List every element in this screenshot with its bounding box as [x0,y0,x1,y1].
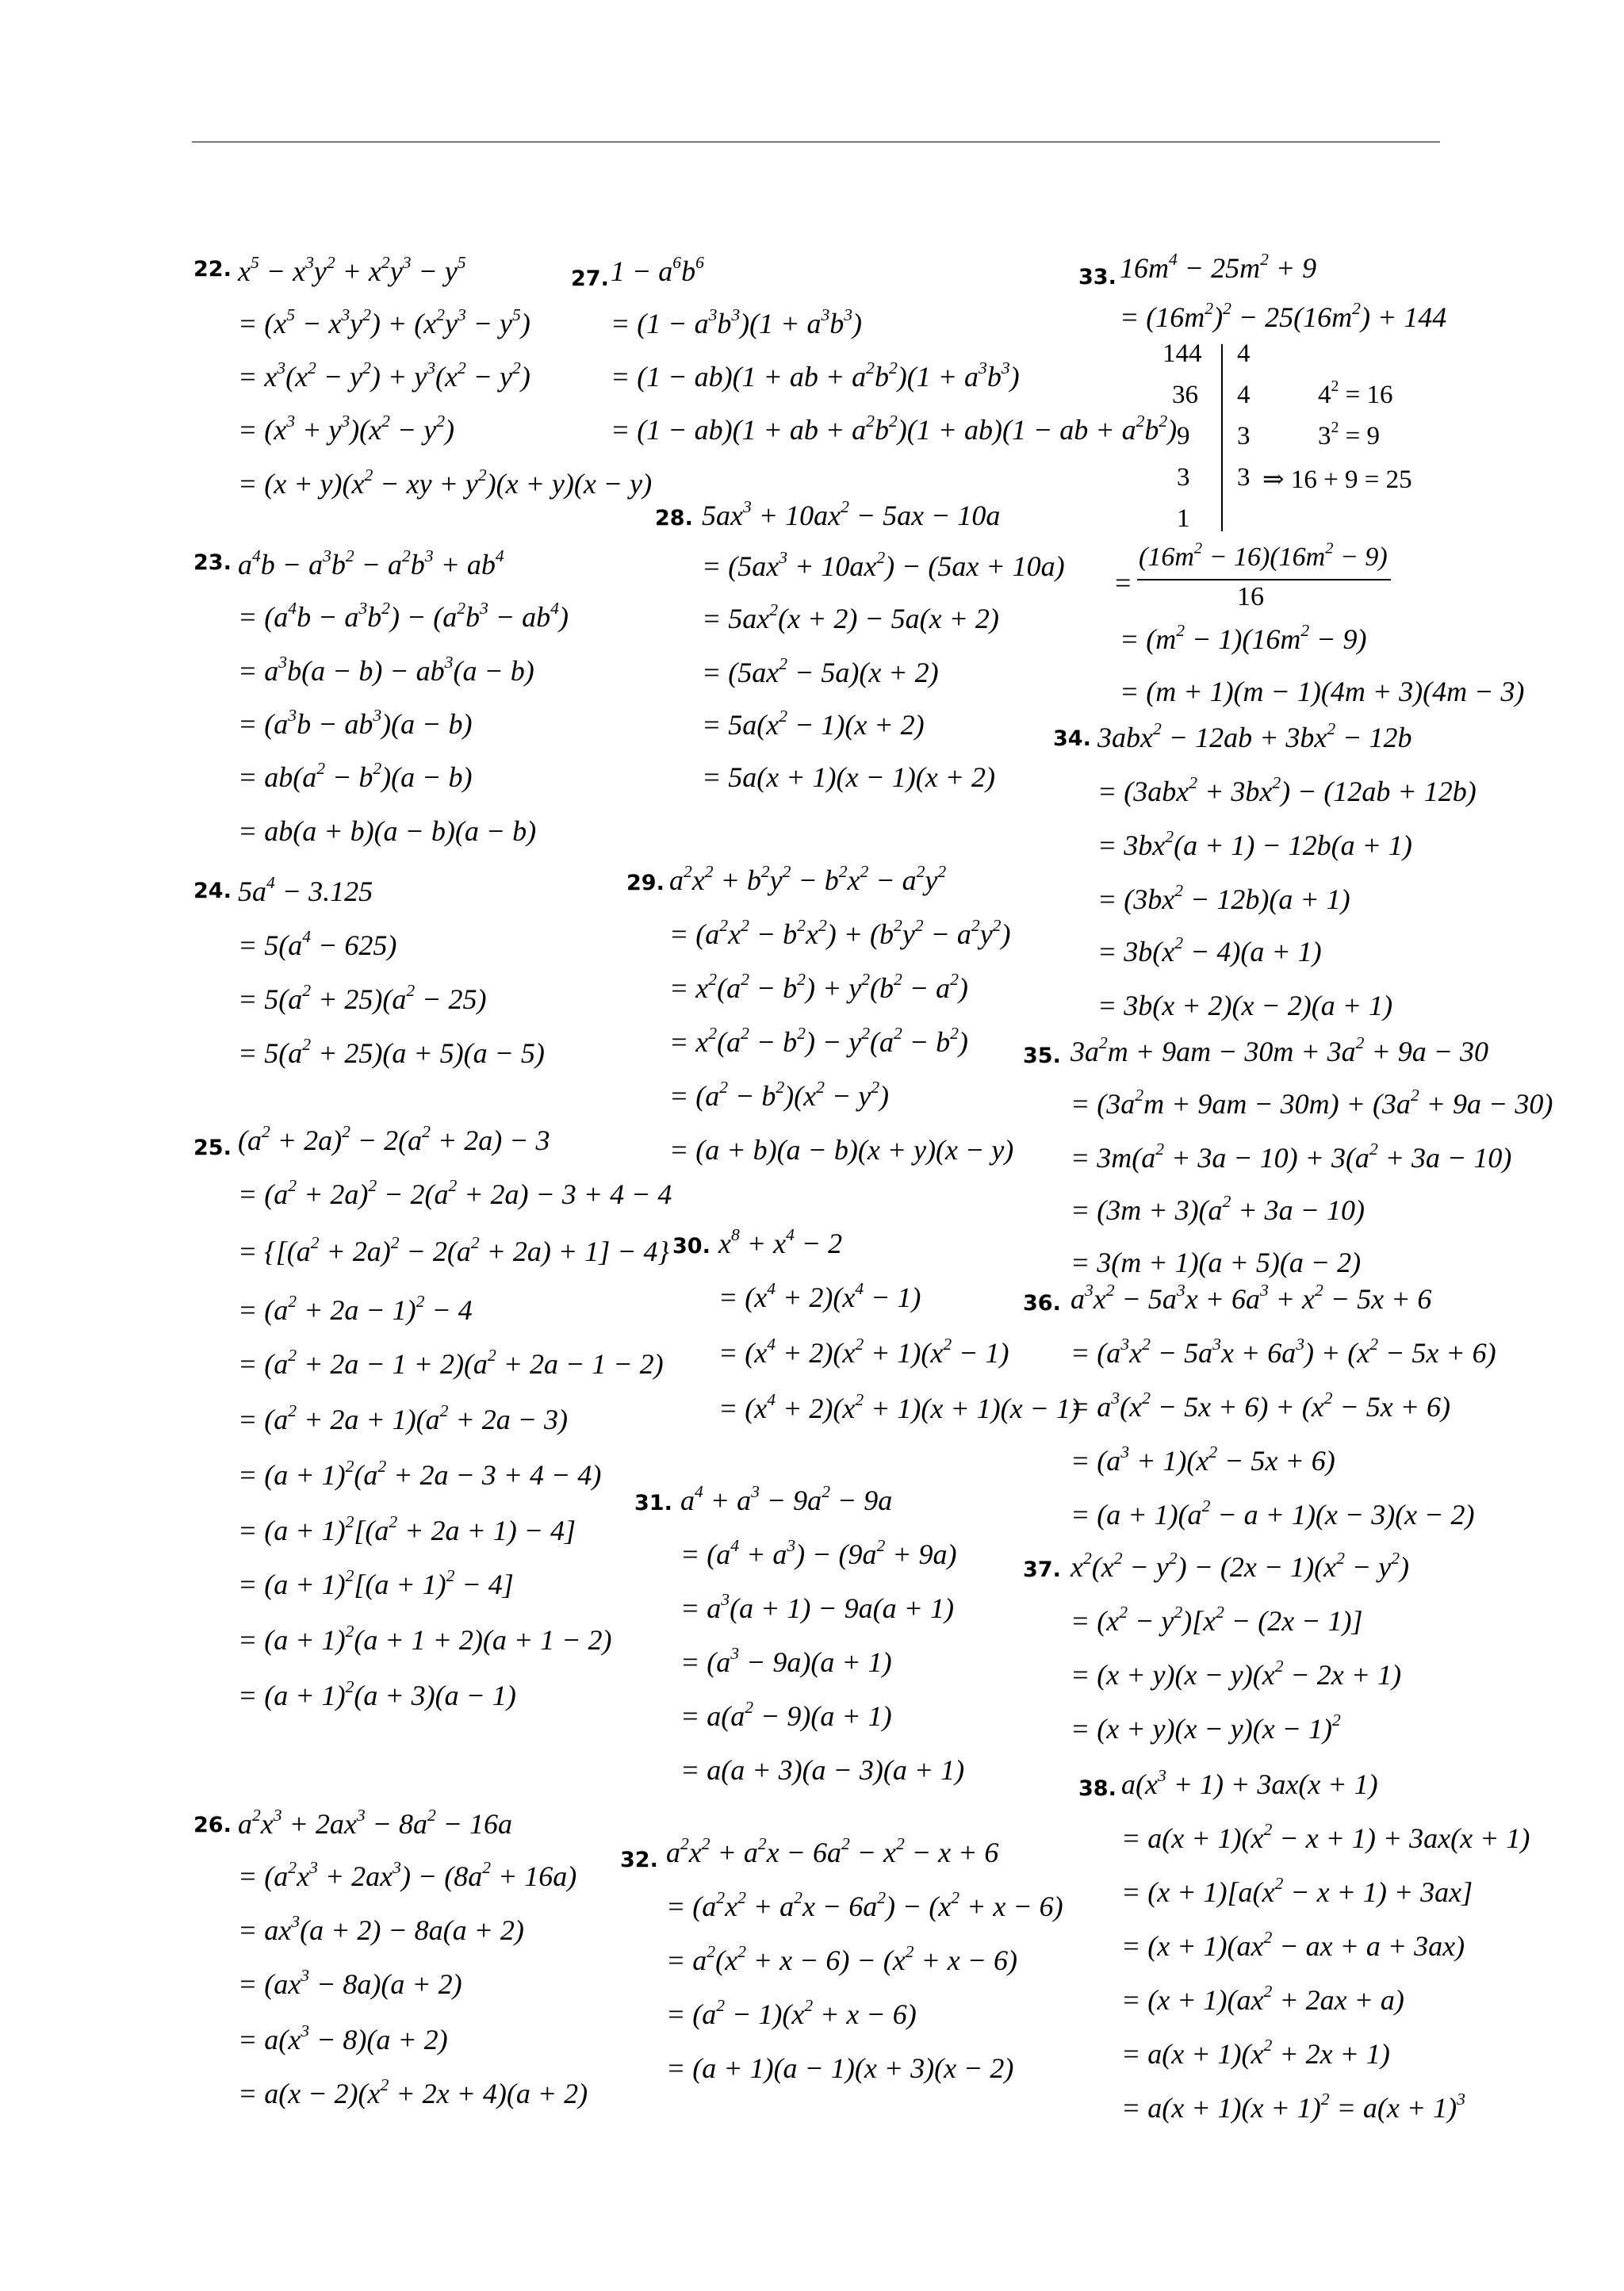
solution-step: = $(5ax^3 + 10ax^2) - (5ax + 10a)$ [702,547,1065,582]
solution-step: = $(a^2 + 2a + 1)(a^2 + 2a - 3)$ [238,1400,569,1435]
solution-step: = $a(x - 2)(x^2 + 2x + 4)(a + 2)$ [238,2075,588,2109]
solution-step: = $5(a^2 + 25)(a^2 - 25)$ [238,980,487,1015]
problem-expression: $a^2x^3 + 2ax^3 - 8a^2 - 16a$ [238,1805,513,1840]
solution-step: = $(a^3 + 1)(x^2 - 5x + 6)$ [1071,1442,1335,1477]
problem-expression: $1 - a^6b^6$ [611,252,704,287]
problem-expression: $a^4b - a^3b^2 - a^2b^3 + ab^4$ [238,546,504,580]
factor-table-divider [1221,344,1223,531]
factor-table-dividend: 3 [1177,463,1190,492]
solution-step: = $a(x^3 - 8)(a + 2)$ [238,2021,448,2055]
solution-step: = 3b(x + 2)(x − 2)(a + 1) [1097,990,1393,1021]
solution-step: = $(x + 1)[a(x^2 - x + 1) + 3ax]$ [1121,1873,1473,1908]
problem-number: 32. [620,1848,658,1872]
problem-number: 33. [1078,265,1116,289]
solution-step: = $(a^4b - a^3b^2) - (a^2b^3 - ab^4)$ [238,598,569,633]
factor-table-dividend: 144 [1162,339,1202,368]
solution-step: = $(a^3b - ab^3)(a - b)$ [238,705,473,740]
solution-step: = $(a + 1)^2[(a^2 + 2a + 1) - 4]$ [238,1511,576,1546]
factor-table-note: $4^2 = 16$ [1318,377,1393,409]
equals-sign: = [1115,567,1132,599]
problem-expression: $5ax^3 + 10ax^2 - 5ax - 10a$ [702,496,1001,531]
solution-step: = $(a + 1)^2[(a + 1)^2 - 4]$ [238,1565,514,1600]
problem-number: 38. [1078,1776,1116,1801]
factor-table-divisor: 3 [1237,463,1251,492]
solution-step: = $5ax^2(x + 2) - 5a(x + 2)$ [702,600,999,634]
problem-number: 34. [1053,726,1091,751]
problem-number: 36. [1023,1291,1061,1316]
solution-step: = $5(a^4 - 625)$ [238,926,397,961]
problem-number: 24. [193,879,232,903]
factor-table [1115,339,1472,533]
solution-step: = $(a + 1)^2(a + 1 + 2)(a + 1 - 2)$ [238,1621,612,1656]
problem-expression: $x^5 - x^3y^2 + x^2y^3 - y^5$ [238,252,466,287]
solution-step: = (m + 1)(m − 1)(4m + 3)(4m − 3) [1120,676,1525,707]
solution-step: = (a + 1)(a − 1)(x + 3)(x − 2) [666,2052,1014,2084]
factor-table-dividend: 36 [1172,381,1198,409]
solution-step: = $(a^2x^2 - b^2x^2) + (b^2y^2 - a^2y^2)$ [669,915,1011,950]
solution-step: = $(a^4 + a^3) - (9a^2 + 9a)$ [680,1535,957,1570]
solution-step: = $(a + 1)^2(a + 3)(a - 1)$ [238,1676,516,1711]
solution-step: = $a^3b(a - b) - ab^3(a - b)$ [238,652,534,687]
solution-step: = (1 − ab)(1 + ab + $a^2b^2)(1 + ab)(1$ − ab + $a^2b^2$) [611,411,1178,446]
problem-number: 28. [655,506,693,531]
solution-step: = $(3a^2m + 9am - 30m) + (3a^2 + 9a - 30)$ [1071,1085,1553,1120]
solution-step: = $5a(x^2 - 1)(x + 2)$ [702,706,925,741]
solution-step: = (a + b)(a − b)(x + y)(x − y) [669,1134,1014,1166]
factor-table-dividend: 1 [1177,504,1190,533]
solution-step: = $x^2(a^2 - b^2) + y^2(b^2 - a^2)$ [669,969,968,1004]
solution-step: = $(a^2 + 2a - 1 + 2)(a^2 + 2a - 1 - 2)$ [238,1345,664,1380]
solution-step: = $(x^4 + 2)(x^2 + 1)(x + 1)(x - 1)$ [718,1389,1080,1424]
problem-expression: $a(x^3 + 1) + 3ax(x + 1)$ [1121,1765,1378,1800]
problem-number: 31. [634,1491,672,1515]
solution-step: = $(3abx^2 + 3bx^2) - (12ab + 12b)$ [1097,772,1477,807]
factor-table-note: $3^2 = 9$ [1318,419,1381,450]
solution-step: = $(1 - a^3b^3)(1 + a^3b^3)$ [611,305,863,339]
solution-step: = $(a^2 + 2a)^2 - 2(a^2 + 2a) - 3 + 4 - 4$ [238,1175,672,1210]
problem-number: 23. [193,550,232,575]
solution-step: = ab(a + b)(a − b)(a − b) [238,815,537,847]
solution-step: = a(a + 3)(a − 3)(a + 1) [680,1754,965,1786]
solution-step: = $(a^2x^2 + a^2x - 6a^2) - (x^2 + x - 6)$ [666,1887,1063,1922]
problem-number: 26. [193,1813,232,1837]
problem-expression: $5a^4 - 3.125$ [238,872,373,907]
header-rule [192,141,1440,143]
problem-expression: $3abx^2 - 12ab + 3bx^2 - 12b$ [1097,718,1412,753]
solution-step: = $\{[(a^2 + 2a)^2 - 2(a^2 + 2a) + 1] - 4\}$ [238,1232,669,1267]
solution-step: = $(x^4 + 2)(x^2 + 1)(x^2 - 1)$ [718,1334,1009,1369]
solution-step: = $(x + 1)(ax^2$ − ax + a + 3ax) [1121,1927,1465,1962]
solution-step: = $(x + y)(x - y)(x^2 - 2x + 1)$ [1071,1656,1402,1691]
solution-step: = $(a^3x^2 - 5a^3x + 6a^3) + (x^2 - 5x + 6)$ [1071,1334,1496,1369]
solution-step: = $3bx^2(a + 1) - 12b(a + 1)$ [1097,826,1412,861]
factor-table-divisor: 4 [1237,381,1251,409]
solution-step: = (1 − ab)(1 + ab + $a^2b^2)(1 + a^3b^3)$ [611,358,1020,393]
solution-step: = $(a + 1)^2(a^2 + 2a - 3 + 4 - 4)$ [238,1456,602,1491]
solution-step: = $(3bx^2 - 12b)(a + 1)$ [1097,880,1350,915]
problem-expression: $(a^2 + 2a)^2 - 2(a^2 + 2a) - 3$ [238,1121,550,1156]
problem-number: 25. [193,1136,232,1160]
solution-step: = $(a + 1)(a^2 - a + 1)(x - 3)(x - 2)$ [1071,1496,1475,1531]
solution-step: = $(x^3 + y^3)(x^2 - y^2)$ [238,411,454,446]
solution-step: = $(3m + 3)(a^2 + 3a - 10)$ [1071,1191,1365,1226]
solution-step: = $(ax^3 - 8a)(a + 2)$ [238,1965,462,2000]
solution-step: = $a(x + 1)(x^2 + 2x + 1)$ [1121,2035,1390,2070]
solution-step: = $a(x + 1)(x^2 - x + 1) + 3ax(x + 1)$ [1121,1819,1530,1854]
solution-step: = $(a^2x^3 + 2ax^3) - (8a^2 + 16a)$ [238,1857,577,1892]
problem-expression: $a^2x^2 + a^2x - 6a^2 - x^2 - x + 6$ [666,1833,999,1868]
problem-expression: $a^3x^2 - 5a^3x + 6a^3 + x^2 - 5x + 6$ [1071,1280,1432,1315]
solution-step: = $(x + y)(x - y)(x - 1)^2$ [1071,1710,1341,1745]
solution-step: = $3b(x^2 - 4)(a + 1)$ [1097,933,1322,967]
solution-step: = $(a^2 - b^2)(x^2 - y^2)$ [669,1077,890,1112]
solution-step: = $3m(a^2 + 3a - 10) + 3(a^2 + 3a - 10)$ [1071,1139,1512,1174]
problem-expression: $16m^4 - 25m^2 + 9$ [1120,249,1317,284]
solution-step: = $(x^2 - y^2)[x^2 - (2x - 1)]$ [1071,1602,1363,1637]
solution-step: = $(x + 1)(ax^2 + 2ax + a)$ [1121,1981,1404,2016]
solution-step: = $a^2(x^2 + x - 6) - (x^2 + x - 6)$ [666,1941,1018,1976]
solution-step: = $ax^3(a + 2) - 8a(a + 2)$ [238,1911,524,1946]
fraction-numerator: $(16m^2 - 16)(16m^2 - 9)$ [1139,539,1388,572]
problem-number: 27. [571,266,609,291]
solution-step: = $(a^3 - 9a)(a + 1)$ [680,1643,892,1678]
solution-step: = $a^3(x^2 - 5x + 6) + (x^2 - 5x + 6)$ [1071,1388,1451,1423]
factor-table-dividend: 9 [1177,422,1190,450]
solution-step: = $a^3(a + 1) - 9a(a + 1)$ [680,1589,954,1624]
solution-step: = $a(x + 1)(x + 1)^2 = a(x + 1)^3$ [1121,2089,1465,2124]
problem-expression: $a^4 + a^3 - 9a^2 - 9a$ [680,1481,893,1516]
problem-number: 35. [1023,1044,1061,1068]
solution-step: = $(a^2 + 2a - 1)^2 - 4$ [238,1291,473,1326]
fraction-step [1115,539,1416,619]
problem-number: 30. [672,1234,710,1259]
factor-table-divisor: 3 [1237,422,1251,450]
factor-table-divisor: 4 [1237,339,1251,368]
factor-table-note: ⇒ 16 + 9 = 25 [1262,465,1412,494]
solution-step: = 3(m + 1)(a + 5)(a − 2) [1071,1247,1362,1278]
solution-step: = $(16m^2)^2 - 25(16m^2) + 144$ [1120,298,1447,333]
solution-step: = $5(a^2 + 25)(a + 5)(a - 5)$ [238,1034,545,1069]
problem-number: 37. [1023,1557,1061,1582]
solution-step: = $(x^4 + 2)(x^4 - 1)$ [718,1278,921,1313]
problem-expression: $3a^2m + 9am - 30m + 3a^2 + 9a - 30$ [1071,1032,1489,1067]
solution-step: = 5a(x + 1)(x − 1)(x + 2) [702,761,996,793]
solution-step: = $x^2(a^2 - b^2) - y^2(a^2 - b^2)$ [669,1023,968,1058]
solution-step: = $ab(a^2 - b^2)(a - b)$ [238,758,473,793]
fraction-denominator: 16 [1237,582,1264,611]
solution-step: = $(x + y)(x^2$ − xy + $y^2)(x + y)(x - y)$ [238,465,653,500]
solution-step: = $x^3(x^2 - y^2) + y^3(x^2 - y^2)$ [238,358,530,393]
problem-expression: $x^8 + x^4 - 2$ [718,1224,843,1259]
solution-step: = $a(a^2 - 9)(a + 1)$ [680,1697,892,1732]
problem-expression: $x^2(x^2 - y^2) - (2x - 1)(x^2 - y^2)$ [1071,1548,1409,1583]
problem-expression: $a^2x^2 + b^2y^2 - b^2x^2 - a^2y^2$ [669,861,947,896]
fraction-bar [1137,579,1391,580]
solution-step: = $(x^5 - x^3y^2) + (x^2y^3 - y^5)$ [238,305,530,339]
solution-step: = $(5ax^2 - 5a)(x + 2)$ [702,653,939,688]
problem-number: 29. [626,871,665,895]
problem-number: 22. [193,257,232,282]
solution-step: = $(m^2 - 1)(16m^2 - 9)$ [1120,620,1367,655]
solution-step: = $(a^2 - 1)(x^2 + x - 6)$ [666,1995,917,2030]
